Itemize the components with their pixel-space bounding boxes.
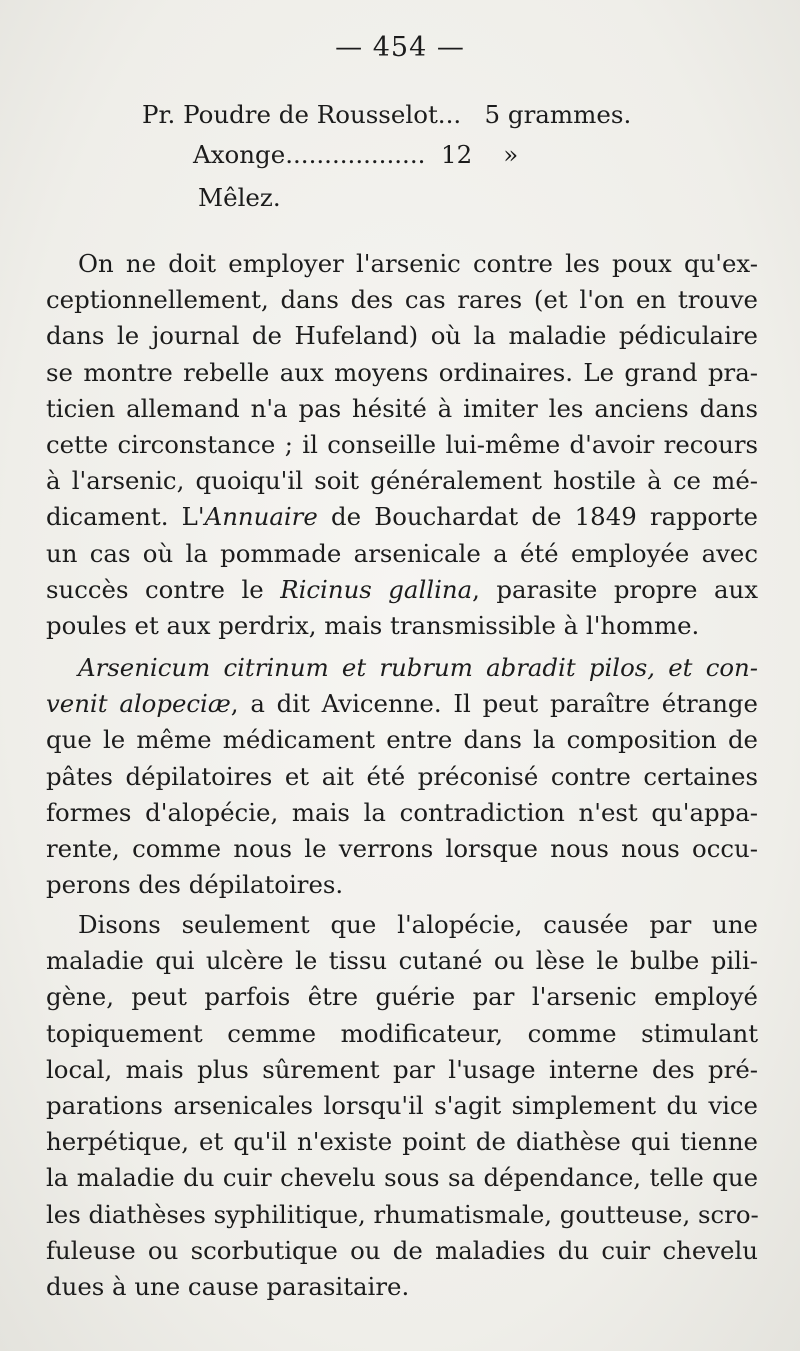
text-line: un cas où la pommade arsenicale a été employée avec — [46, 538, 758, 568]
text-line: poules et aux perdrix, mais transmissible à l'homme. — [46, 610, 700, 640]
text-line: perons des dépilatoires. — [46, 870, 344, 900]
text-line: fuleuse ou scorbutique ou de maladies du cuir chevelu — [46, 1235, 758, 1265]
text-line: se montre rebelle aux moyens ordinaires. Le grand pra- — [46, 357, 758, 387]
paragraph-1 — [46, 246, 758, 644]
text-line: ceptionnellement, dans des cas rares (et l'on en trouve — [46, 285, 758, 315]
formula-line-3: Mêlez. — [198, 183, 281, 212]
text-line: formes d'alopécie, mais la contradiction n'est qu'appa- — [46, 797, 758, 827]
text-line: que le même médicament entre dans la composition de — [46, 725, 758, 755]
text-line: la maladie du cuir chevelu sous sa dépendance, telle que — [46, 1163, 758, 1193]
text-line: maladie qui ulcère le tissu cutané ou lèse le bulbe pili- — [46, 946, 758, 976]
page-number: — 454 — — [335, 32, 465, 63]
text-line: dues à une cause parasitaire. — [46, 1271, 410, 1301]
text-line: On ne doit employer l'arsenic contre les poux qu'ex- — [78, 249, 758, 278]
text-line: à l'arsenic, quoiqu'il soit généralement hostile à ce mé- — [46, 466, 758, 496]
text-line: local, mais plus sûrement par l'usage interne des pré- — [46, 1054, 758, 1084]
text-line: parations arsenicales lorsqu'il s'agit simplement du vice — [46, 1090, 758, 1120]
text-line: cette circonstance ; il conseille lui-même d'avoir recours — [46, 429, 758, 459]
text-line: pâtes dépilatoires et ait été préconisé contre certaines — [46, 761, 758, 791]
text-line: succès contre le Ricinus gallina, parasite propre aux — [46, 574, 758, 604]
text-line: Disons seulement que l'alopécie, causée par une — [78, 910, 758, 939]
text-line: dans le journal de Hufeland) où la maladie pédiculaire — [46, 321, 758, 351]
text-line: Arsenicum citrinum et rubrum abradit pilos, et con- — [78, 653, 758, 682]
text-line: dicament. L'Annuaire de Bouchardat de 1849 rapporte — [46, 502, 758, 532]
text-line: herpétique, et qu'il n'existe point de diathèse qui tienne — [46, 1127, 758, 1157]
formula-line-1: Pr. Poudre de Rousselot... 5 grammes. — [142, 100, 632, 129]
paragraph-2 — [46, 650, 758, 903]
paragraph-3 — [46, 907, 758, 1305]
formula-line-2: Axonge.................. 12 » — [193, 140, 519, 169]
text-line: gène, peut parfois être guérie par l'arsenic employé — [46, 982, 758, 1012]
text-line: les diathèses syphilitique, rhumatismale, goutteuse, scro- — [46, 1199, 759, 1229]
text-line: topiquement cemme modificateur, comme stimulant — [46, 1018, 758, 1048]
text-line: ticien allemand n'a pas hésité à imiter les anciens dans — [46, 393, 758, 423]
text-line: rente, comme nous le verrons lorsque nous nous occu- — [46, 833, 758, 863]
text-line: venit alopeciæ, a dit Avicenne. Il peut paraître étrange — [46, 689, 758, 719]
